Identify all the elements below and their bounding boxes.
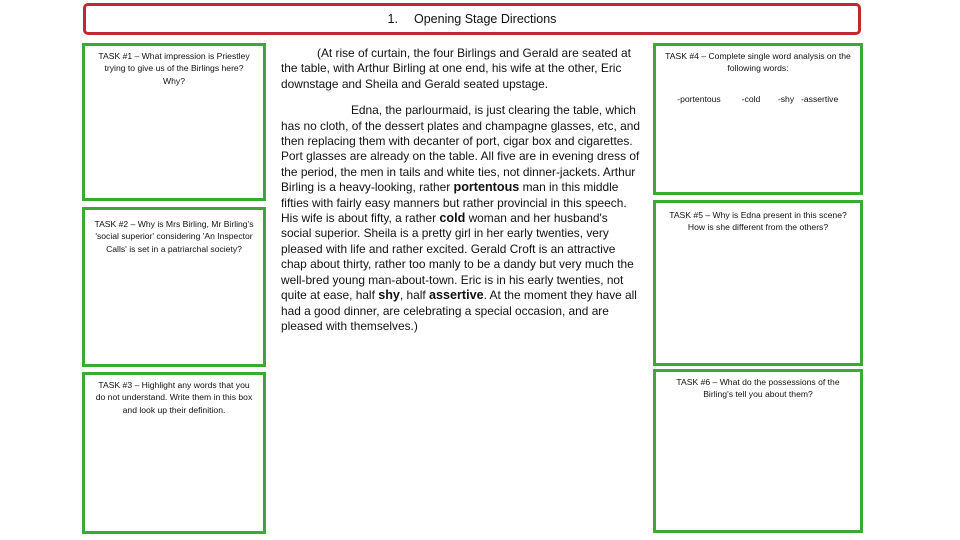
task-5-text: TASK #5 – Why is Edna present in this scene? How is she different from the others?: [669, 210, 847, 233]
section-number: 1.: [387, 12, 398, 26]
para2-text-a: Edna, the parlourmaid, is just clearing the table, which has no cloth, of the dessert plates and champagne glasses, etc, and then replacing them with decanter of port, cigar box and cigarettes. Port glasses are already on the table. All five are in evening dress of the period, the men in tails and white ties, not dinner-jackets. Arthur Birling is a heavy-looking, rather: [281, 103, 640, 195]
title-banner: [83, 3, 861, 35]
page-title: Opening Stage Directions: [413, 12, 557, 26]
keyword-shy: shy: [378, 288, 400, 303]
keyword-portentous: portentous: [453, 180, 520, 195]
task-box-5[interactable]: [653, 200, 863, 366]
keyword-cold: cold: [439, 211, 466, 226]
task-6-text: TASK #6 – What do the possessions of the Birling's tell you about them?: [676, 377, 840, 400]
task-3-text: TASK #3 – Highlight any words that you do not understand. Write them in this box and look up their definition.: [95, 380, 253, 415]
task-box-4[interactable]: [653, 43, 863, 195]
stage-directions-paragraph-1: (At rise of curtain, the four Birlings and Gerald are seated at the table, with Arthur Birling at one end, his wife at the other, Eric downstage and Sheila and Gerald seated upstage.: [281, 46, 631, 91]
analysis-word-list: [664, 93, 852, 105]
task-2-text: TASK #2 – Why is Mrs Birling, Mr Birling's 'social superior' considering 'An Inspector Calls' is set in a patriarchal society?: [94, 219, 254, 254]
stage-directions-paragraph-2: [281, 103, 641, 334]
task-box-3[interactable]: [82, 372, 266, 534]
para2-text-g: , half: [399, 288, 429, 303]
task-box-6[interactable]: [653, 369, 863, 533]
para2-text-c: man in this middle fifties with fairly easy manners but rather provincial in this speech. His wife is about fifty, a rather: [281, 180, 627, 226]
para2-text-i: . At the moment they have all had a good dinner, are celebrating a special occasion, and are pleased with themselves.): [281, 288, 637, 333]
task-1-text: TASK #1 – What impression is Priestley trying to give us of the Birlings here? Why?: [98, 51, 250, 86]
para2-text-e: woman and her husband's social superior. Sheila is a pretty girl in her early twenties, very pleased with life and rather excited. Gerald Croft is an attractive chap about thirty, rather too manly to be a dandy but very much the well-bred young man-about-town. Eric is in his early twenties, not quite at ease, half: [281, 211, 634, 303]
stage-directions-text: [281, 46, 641, 334]
keyword-assertive: assertive: [428, 288, 484, 303]
word-assertive: -assertive: [801, 93, 839, 104]
task-4-text: TASK #4 – Complete single word analysis on the following words:: [665, 51, 851, 74]
task-box-2[interactable]: [82, 207, 266, 367]
task-box-1[interactable]: [82, 43, 266, 201]
word-cold: -cold: [741, 93, 761, 104]
word-shy: -shy: [777, 93, 795, 104]
word-portentous: -portentous: [677, 93, 721, 104]
